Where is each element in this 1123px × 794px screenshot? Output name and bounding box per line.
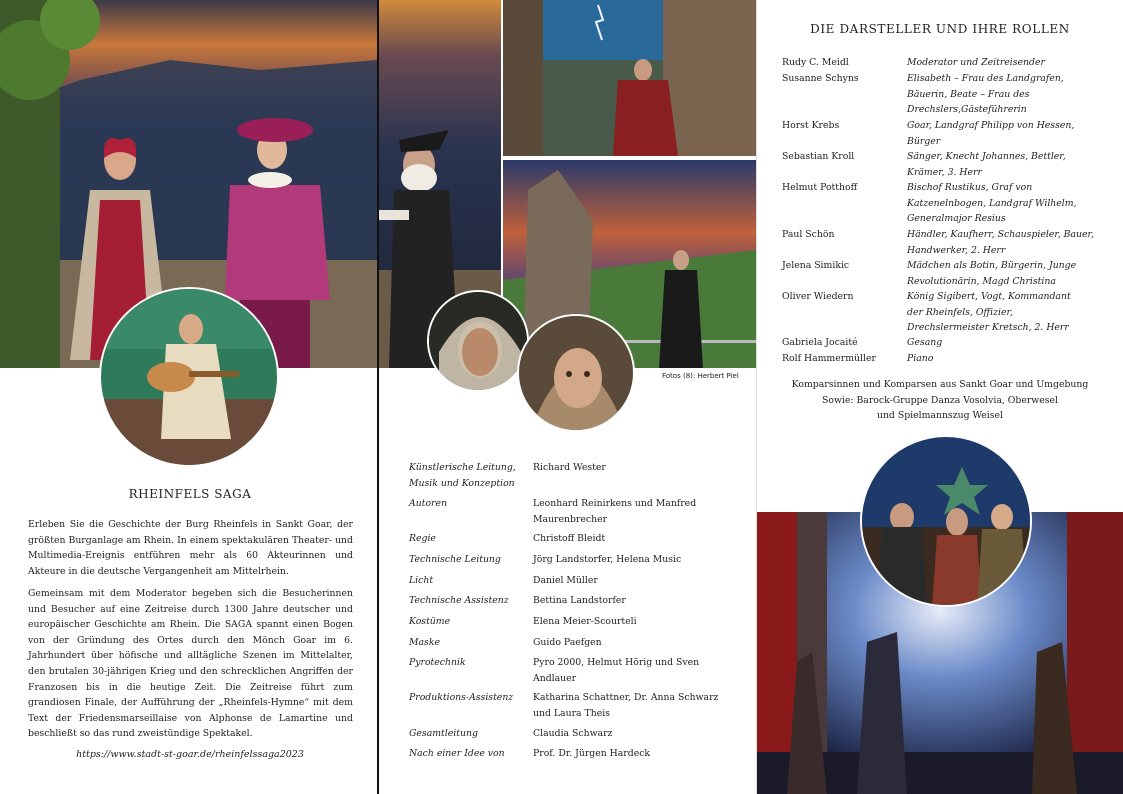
credit-role: Maske xyxy=(409,637,440,648)
credit-name: Christoff Bleidt xyxy=(533,533,606,544)
credit-role: Licht xyxy=(409,575,434,586)
cast-footer xyxy=(760,377,1120,424)
cast-title: DIE DARSTELLER UND IHRE ROLLEN xyxy=(810,22,1070,36)
credit-name: Jörg Landstorfer, Helena Music xyxy=(533,554,682,565)
cast-role: Elisabeth – Frau des Landgrafen, Bäuerin, Beate – Frau des Drechslers,Gästeführerin xyxy=(907,73,1064,115)
photo-circle-hooded-woman xyxy=(427,290,529,392)
cast-role: Sänger, Knecht Johannes, Bettler, Krämer, 3. Herr xyxy=(907,151,1066,178)
credit-role: Technische Assistenz xyxy=(409,595,509,606)
credit-role: Künstlerische Leitung, Musik und Konzeption xyxy=(409,462,516,489)
credit-name: Daniel Müller xyxy=(533,575,598,586)
credit-name: Pyro 2000, Helmut Hörig und Sven Andlauer xyxy=(533,657,700,684)
cast-role: Bischof Rustikus, Graf von Katzenelnbogen, Landgraf Wilhelm, Generalmajor Resius xyxy=(907,182,1077,224)
credit-role: Nach einer Idee von xyxy=(409,748,505,759)
credit-name: Richard Wester xyxy=(533,462,606,473)
cast-name: Helmut Potthoff xyxy=(782,182,858,193)
credit-role: Pyrotechnik xyxy=(409,657,466,668)
photo-circle-crowd-night xyxy=(860,435,1032,607)
saga-title: RHEINFELS SAGA xyxy=(128,487,252,501)
cast-name: Rudy C. Meidl xyxy=(782,57,849,68)
credit-name: Katharina Schattner, Dr. Anna Schwarz und Laura Theis xyxy=(533,692,719,719)
credit-role: Regie xyxy=(409,533,436,544)
credit-name: Elena Meier-Scourteli xyxy=(533,616,637,627)
credit-name: Prof. Dr. Jürgen Hardeck xyxy=(533,748,651,759)
cast-name: Paul Schön xyxy=(782,229,835,240)
cast-name: Rolf Hammermüller xyxy=(782,353,876,364)
cast-name: Jelena Simikic xyxy=(782,260,850,271)
cast-name: Sebastian Kroll xyxy=(782,151,855,162)
cast-role: Gesang xyxy=(907,337,943,348)
cast-name: Susanne Schyns xyxy=(782,73,859,84)
credit-role: Gesamtleitung xyxy=(409,728,478,739)
photo-credit: Fotos (8): Herbert Piel xyxy=(662,372,739,380)
saga-body-paragraph: Gemeinsam mit dem Moderator begeben sich die Besucherinnen und Besucher auf eine Zeitreise durch 1300 Jahre deutscher und europäischer Geschichte am Rhein. Die SAGA spannt einen Bogen von der Gründung des Ortes durch den Mönch Goar im 6. Jahrhundert über höfische und alltägliche Szenen im Mittelalter, den brutalen 30-jährigen Krieg und den schrecklichen Angriffen der Franzosen bis in die heutige Zeit. Die Zeitreise führt zum grandiosen Finale, der Aufführung der „Rheinfels-Hymne“ mit dem Text der Friedensmarseillaise von Alphonse de Lamartine und beschließt so das rund zweistündige Spektakel. xyxy=(28,588,353,740)
credit-name: Guido Paefgen xyxy=(533,637,602,648)
credit-name: Claudia Schwarz xyxy=(533,728,613,739)
credit-name: Bettina Landstorfer xyxy=(533,595,626,606)
credit-role: Technische Leitung xyxy=(409,554,501,565)
cast-name: Horst Krebs xyxy=(782,120,840,131)
photo-man-red-cloak xyxy=(503,0,756,156)
cast-name: Gabriela Jocaité xyxy=(782,337,858,348)
cast-role: König Sigibert, Vogt, Kommandant der Rheinfels, Offizier, Drechslermeister Kretsch, 2. Herr xyxy=(907,291,1071,333)
cast-name: Oliver Wiedern xyxy=(782,291,854,302)
cast-role: Moderator und Zeitreisender xyxy=(907,57,1045,68)
cast-footer-line: und Spielmannszug Weisel xyxy=(876,410,1004,421)
cast-role: Mädchen als Botin, Bürgerin, Junge Revolutionärin, Magd Christina xyxy=(907,260,1077,287)
saga-website-link[interactable]: https://www.stadt-st-goar.de/rheinfelssaga2023 xyxy=(76,749,304,760)
credit-role: Kostüme xyxy=(409,616,451,627)
cast-role: Piano xyxy=(907,353,934,364)
photo-circle-girl-headscarf xyxy=(517,314,635,432)
cast-role: Händler, Kaufherr, Schauspieler, Bauer, Handwerker, 2. Herr xyxy=(907,229,1094,256)
photo-circle-lute-player xyxy=(99,287,279,467)
cast-footer-line: Komparsinnen und Komparsen aus Sankt Goar und Umgebung xyxy=(791,379,1089,390)
cast-footer-line: Sowie: Barock-Gruppe Danza Vosolvia, Oberwesel xyxy=(821,394,1059,406)
credit-role: Autoren xyxy=(409,498,447,509)
cast-role: Goar, Landgraf Philipp von Hessen, Bürger xyxy=(907,120,1075,147)
credit-role: Produktions-Assistenz xyxy=(409,692,514,703)
credit-name: Leonhard Reinirkens und Manfred Maurenbrecher xyxy=(533,498,697,525)
saga-intro-paragraph: Erleben Sie die Geschichte der Burg Rheinfels in Sankt Goar, der größten Burganlage am Rhein. In einem spektakulären Theater- und Multimedia-Ereignis entführen mehr als 60 Akteurinnen und Akteure in die deutsche Vergangenheit am Mittelrhein. xyxy=(28,519,353,577)
